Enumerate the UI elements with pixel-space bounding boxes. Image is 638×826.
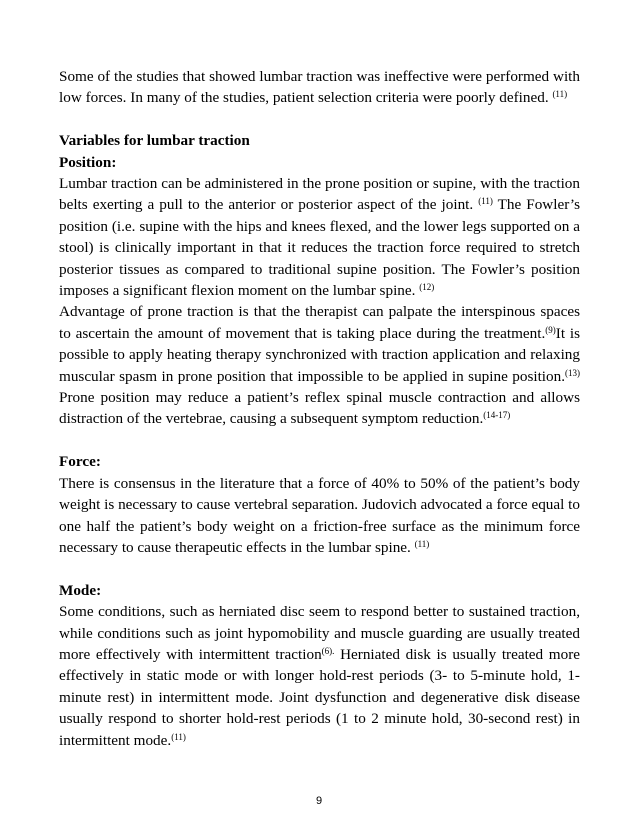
citation: (9) xyxy=(545,324,556,335)
paragraph-spacer xyxy=(59,430,580,451)
citation: (11) xyxy=(478,196,493,207)
force-heading: Force: xyxy=(59,453,101,471)
page-number: 9 xyxy=(315,795,323,807)
intro-text: Some of the studies that showed lumbar traction was ineffective were performed with low forces. In many of the studies, patient selection criteria were poorly defined. xyxy=(59,68,580,107)
paragraph-spacer xyxy=(59,558,580,579)
mode-heading: Mode: xyxy=(59,581,102,599)
mode-text-2: Herniated disk is usually treated more effectively in static mode or with longer hold-rest periods (3- to 5-minute hold, 1-minute rest) in intermittent mode. Joint dysfunction and degenerative disk disease usually respond to shorter hold-rest periods (1 to 2 minute hold, 30-second rest) in intermittent mode. xyxy=(59,645,580,749)
citation: (14-17) xyxy=(483,410,511,421)
position-p2-text-2: It is possible to apply heating therapy synchronized with traction application and relaxing muscular spasm in prone position that impossible to be applied in supine position. xyxy=(59,324,580,385)
position-p1-text-2: The Fowler’s position (i.e. supine with the hips and knees flexed, and the lower legs supported on a stool) is clinically important in that it reduces the traction force required to stretch posterior tissues as compared to traditional supine position. The Fowler’s position imposes a significant flexion moment on the lumbar spine. xyxy=(59,196,580,300)
position-p2-text-1: Advantage of prone traction is that the therapist can palpate the interspinous spaces to ascertain the amount of movement that is taking place during the treatment. xyxy=(59,303,580,342)
citation: (11) xyxy=(414,538,430,549)
mode-paragraph xyxy=(59,601,580,751)
document-page xyxy=(59,66,580,751)
force-paragraph xyxy=(59,473,580,559)
citation: (11) xyxy=(171,731,186,742)
citation: (12) xyxy=(419,282,435,293)
paragraph-spacer xyxy=(59,109,580,130)
section-title: Variables for lumbar traction xyxy=(59,132,250,150)
position-paragraph-2 xyxy=(59,301,580,429)
force-text: There is consensus in the literature that a force of 40% to 50% of the patient’s body weight is necessary to cause vertebral separation. Judovich advocated a force equal to one half the patient’s body weight on a friction-free surface as the minimum force necessary to cause therapeutic effects in the lumbar spine. xyxy=(59,474,580,556)
citation: (13) xyxy=(565,367,580,378)
position-paragraph-1 xyxy=(59,173,580,301)
mode-text-1: Some conditions, such as herniated disc seem to respond better to sustained traction, while conditions such as joint hypomobility and muscle guarding are usually treated more effectively with intermittent traction xyxy=(59,603,580,663)
position-p2-text-3: Prone position may reduce a patient’s reflex spinal muscle contraction and allows distraction of the vertebrae, causing a subsequent symptom reduction. xyxy=(59,389,580,428)
citation: (11) xyxy=(552,89,568,100)
position-p1-text-1: Lumbar traction can be administered in the prone position or supine, with the traction belts exerting a pull to the anterior or posterior aspect of the joint. xyxy=(59,175,580,214)
position-heading: Position: xyxy=(59,153,117,171)
citation: (6). xyxy=(321,645,335,656)
intro-paragraph xyxy=(59,66,580,109)
